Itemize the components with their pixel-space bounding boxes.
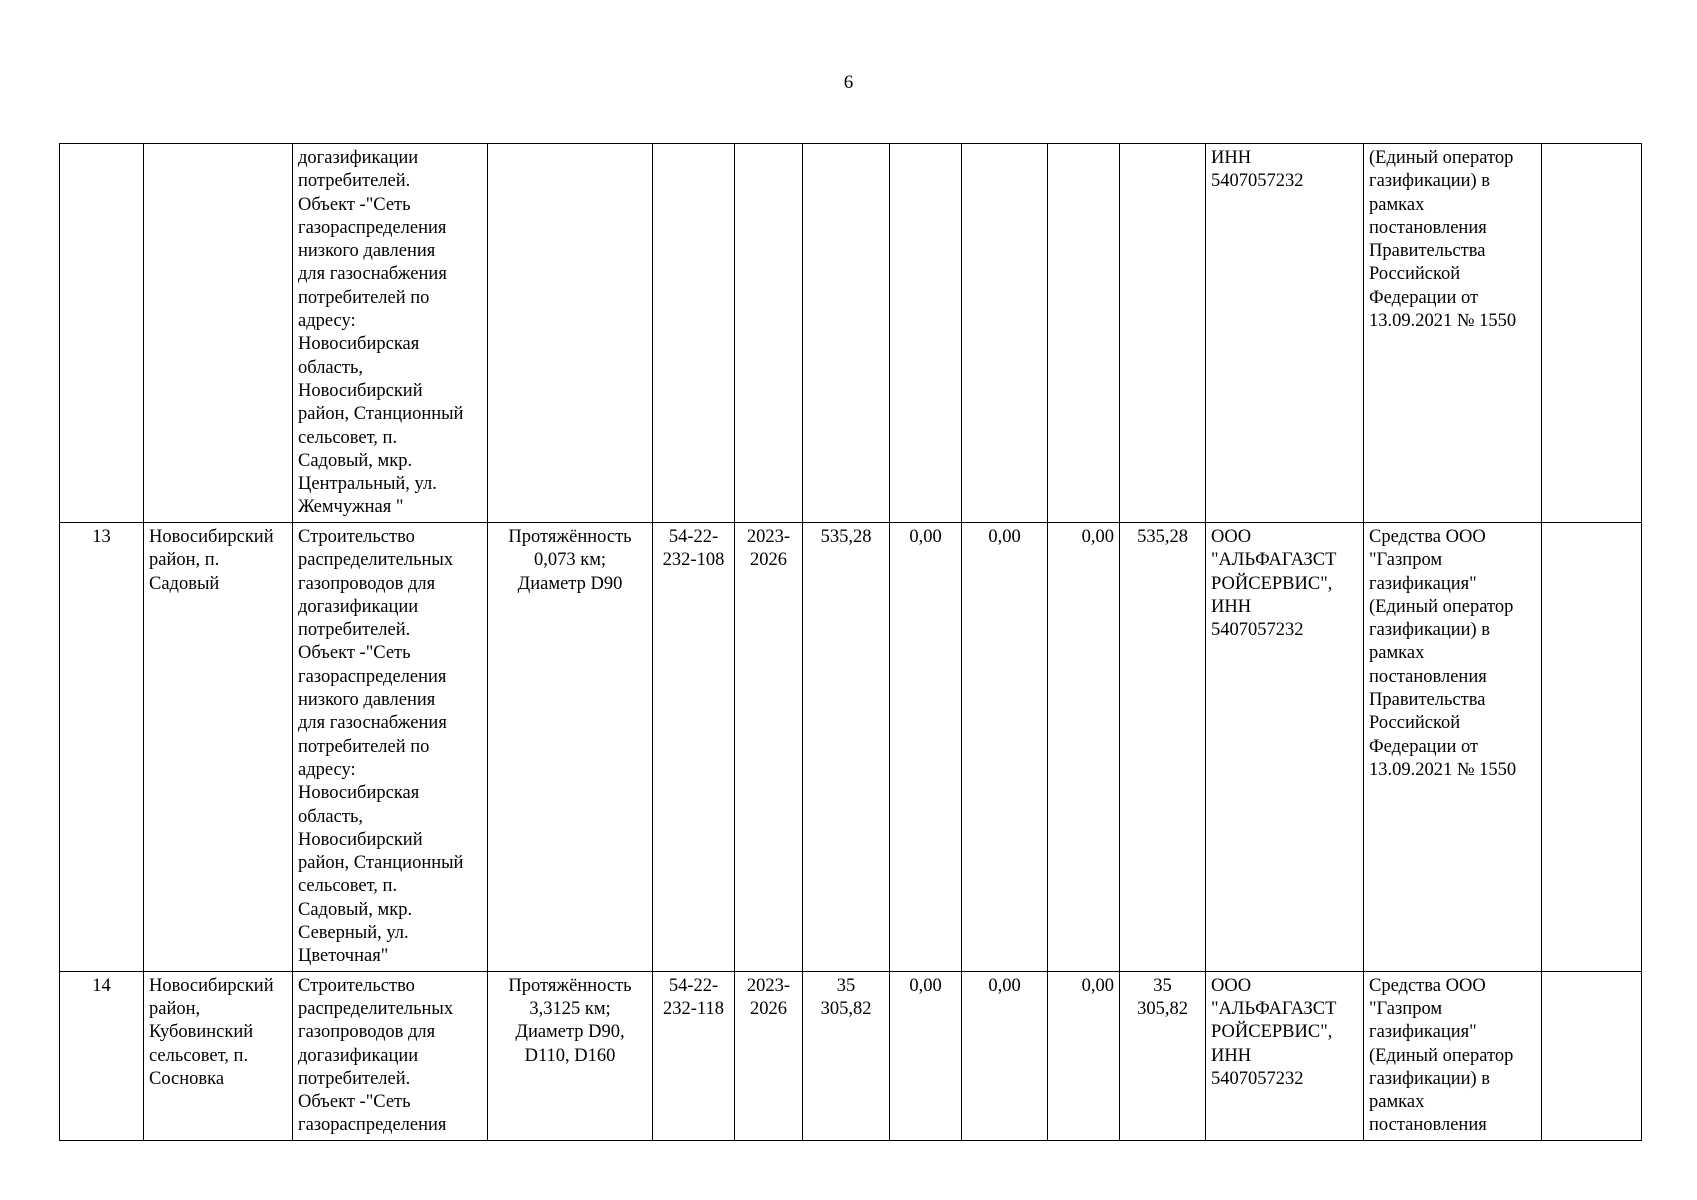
text-line: Объект -"Сеть xyxy=(298,194,411,215)
value-cell-3 xyxy=(1048,144,1120,523)
text-line: 54-22- xyxy=(668,527,719,547)
text-line: распределительных xyxy=(298,550,454,571)
text-line: ИНН xyxy=(1211,596,1252,617)
table-row xyxy=(60,523,1642,972)
value-cell-3: 0,00 xyxy=(1048,523,1120,972)
text-line: распределительных xyxy=(298,998,454,1019)
value-cell-1: 0,00 xyxy=(890,523,962,972)
code-cell xyxy=(653,144,735,523)
specs-cell xyxy=(488,971,653,1140)
text-line: РОЙСЕРВИС", xyxy=(1211,1022,1333,1043)
text-line: Новосибирский xyxy=(298,829,423,850)
total-cost-cell xyxy=(803,144,890,523)
executor-cell xyxy=(1206,523,1364,972)
extra-cell xyxy=(1542,971,1642,1140)
text-line: Центральный, ул. xyxy=(298,474,437,495)
text-line: 5407057232 xyxy=(1211,620,1304,641)
text-line: потребителей. xyxy=(298,1068,411,1089)
text-line: (Единый оператор xyxy=(1369,1045,1514,1066)
text-line: Новосибирский xyxy=(149,975,274,996)
row-number-cell xyxy=(60,144,144,523)
extra-cell xyxy=(1542,144,1642,523)
text-line: адресу: xyxy=(298,759,356,780)
funding-source-cell xyxy=(1364,144,1542,523)
text-line: район, п. xyxy=(149,550,220,571)
text-line: для газоснабжения xyxy=(298,713,447,734)
text-line: ООО xyxy=(1211,527,1252,547)
text-line: "АЛЬФАГАЗСТ xyxy=(1211,550,1337,571)
text-line: ИНН xyxy=(1211,148,1252,168)
text-line: 13.09.2021 № 1550 xyxy=(1369,311,1517,332)
text-line: потребителей по xyxy=(298,287,430,308)
text-line: Средства ООО xyxy=(1369,975,1486,996)
text-line: адресу: xyxy=(298,311,356,332)
text-line: (Единый оператор xyxy=(1369,148,1514,168)
value-cell-4 xyxy=(1120,971,1206,1140)
location-cell xyxy=(144,971,293,1140)
specs-cell xyxy=(488,523,653,972)
text-line: Садовый, мкр. xyxy=(298,899,413,920)
value-cell-2: 0,00 xyxy=(962,523,1048,972)
text-line: Российской xyxy=(1369,713,1461,734)
text-line: догазификации xyxy=(298,1045,419,1066)
text-line: Строительство xyxy=(298,527,415,547)
text-line: газификации) в xyxy=(1369,1068,1491,1089)
text-line: 5407057232 xyxy=(1211,171,1304,192)
text-line: Цветочная" xyxy=(298,946,389,967)
table-row xyxy=(60,144,1642,523)
value-cell-1 xyxy=(890,144,962,523)
text-line: Федерации от xyxy=(1369,736,1479,757)
text-line: Сосновка xyxy=(149,1068,225,1089)
description-cell xyxy=(293,523,488,972)
text-line: 2023- xyxy=(746,527,791,547)
text-line: Диаметр D90, xyxy=(515,1022,625,1043)
text-line: потребителей по xyxy=(298,736,430,757)
value-cell-4 xyxy=(1120,523,1206,972)
text-line: 5407057232 xyxy=(1211,1068,1304,1089)
text-line: постановления xyxy=(1369,1115,1487,1136)
text-line: Новосибирская xyxy=(298,783,420,804)
text-line: Кубовинский xyxy=(149,1022,254,1043)
text-line: Правительства xyxy=(1369,241,1486,262)
value-cell-1: 0,00 xyxy=(890,971,962,1140)
period-cell xyxy=(735,971,803,1140)
text-line: ИНН xyxy=(1211,1045,1252,1066)
text-line: газораспределения xyxy=(298,1115,447,1136)
text-line: Средства ООО xyxy=(1369,527,1486,547)
text-line: Северный, ул. xyxy=(298,923,409,944)
text-line: 305,82 xyxy=(1137,998,1188,1019)
text-line: Новосибирский xyxy=(149,527,274,547)
text-line: сельсовет, п. xyxy=(298,427,398,448)
text-line: РОЙСЕРВИС", xyxy=(1211,573,1333,594)
text-line: для газоснабжения xyxy=(298,264,447,285)
text-line: Объект -"Сеть xyxy=(298,643,411,664)
text-line: рамках xyxy=(1369,1092,1425,1113)
text-line: 35 xyxy=(836,975,856,996)
value-cell-4 xyxy=(1120,144,1206,523)
text-line: рамках xyxy=(1369,643,1425,664)
text-line: Жемчужная " xyxy=(298,497,404,518)
text-line: Федерации от xyxy=(1369,287,1479,308)
table-row xyxy=(60,971,1642,1140)
value-cell-2: 0,00 xyxy=(962,971,1048,1140)
text-line: постановления xyxy=(1369,217,1487,238)
text-line: Протяжённость xyxy=(508,527,632,547)
investment-program-table xyxy=(59,143,1642,1141)
description-cell xyxy=(293,144,488,523)
executor-cell xyxy=(1206,971,1364,1140)
extra-cell xyxy=(1542,523,1642,972)
text-line: (Единый оператор xyxy=(1369,596,1514,617)
text-line: низкого давления xyxy=(298,690,436,711)
text-line: газификация" xyxy=(1369,1022,1477,1043)
text-line: 535,28 xyxy=(820,527,872,547)
text-line: 2026 xyxy=(750,550,787,571)
text-line: потребителей. xyxy=(298,620,411,641)
text-line: Правительства xyxy=(1369,690,1486,711)
text-line: район, xyxy=(149,998,201,1019)
code-cell xyxy=(653,523,735,972)
code-cell xyxy=(653,971,735,1140)
specs-cell xyxy=(488,144,653,523)
text-line: рамках xyxy=(1369,194,1425,215)
text-line: сельсовет, п. xyxy=(149,1045,249,1066)
text-line: 2026 xyxy=(750,998,787,1019)
text-line: Садовый, мкр. xyxy=(298,450,413,471)
text-line: догазификации xyxy=(298,596,419,617)
text-line: Новосибирская xyxy=(298,334,420,355)
text-line: газопроводов для xyxy=(298,1022,436,1043)
text-line: сельсовет, п. xyxy=(298,876,398,897)
text-line: газификации) в xyxy=(1369,171,1491,192)
funding-source-cell xyxy=(1364,523,1542,972)
text-line: низкого давления xyxy=(298,241,436,262)
text-line: Новосибирский xyxy=(298,380,423,401)
description-cell xyxy=(293,971,488,1140)
text-line: газораспределения xyxy=(298,666,447,687)
text-line: область, xyxy=(298,806,364,827)
text-line: 0,073 км; xyxy=(533,550,607,571)
text-line: район, Станционный xyxy=(298,853,464,874)
text-line: Строительство xyxy=(298,975,415,996)
text-line: область, xyxy=(298,357,364,378)
text-line: Садовый xyxy=(149,573,220,594)
text-line: 3,3125 км; xyxy=(529,998,611,1019)
text-line: D110, D160 xyxy=(524,1045,616,1066)
text-line: "Газпром xyxy=(1369,550,1443,571)
funding-source-cell xyxy=(1364,971,1542,1140)
text-line: газификация" xyxy=(1369,573,1477,594)
text-line: 54-22- xyxy=(668,975,719,996)
row-number-cell: 14 xyxy=(60,971,144,1140)
row-number-cell: 13 xyxy=(60,523,144,972)
text-line: 232-108 xyxy=(662,550,725,571)
text-line: "АЛЬФАГАЗСТ xyxy=(1211,998,1337,1019)
period-cell xyxy=(735,144,803,523)
text-line: "Газпром xyxy=(1369,998,1443,1019)
value-cell-2 xyxy=(962,144,1048,523)
text-line: газопроводов для xyxy=(298,573,436,594)
location-cell xyxy=(144,523,293,972)
executor-cell xyxy=(1206,144,1364,523)
text-line: 232-118 xyxy=(663,998,724,1019)
page-number: 6 xyxy=(843,72,854,93)
period-cell xyxy=(735,523,803,972)
text-line: Российской xyxy=(1369,264,1461,285)
text-line: Протяжённость xyxy=(508,975,632,996)
text-line: газораспределения xyxy=(298,217,447,238)
text-line: Диаметр D90 xyxy=(517,573,623,594)
location-cell xyxy=(144,144,293,523)
text-line: газификации) в xyxy=(1369,620,1491,641)
text-line: 2023- xyxy=(746,975,791,996)
text-line: потребителей. xyxy=(298,171,411,192)
total-cost-cell xyxy=(803,523,890,972)
text-line: 35 xyxy=(1153,975,1172,996)
text-line: постановления xyxy=(1369,666,1487,687)
text-line: 13.09.2021 № 1550 xyxy=(1369,759,1517,780)
text-line: ООО xyxy=(1211,975,1252,996)
text-line: 305,82 xyxy=(820,998,872,1019)
total-cost-cell xyxy=(803,971,890,1140)
value-cell-3: 0,00 xyxy=(1048,971,1120,1140)
text-line: 535,28 xyxy=(1137,527,1188,547)
text-line: догазификации xyxy=(298,148,419,168)
text-line: район, Станционный xyxy=(298,404,464,425)
text-line: Объект -"Сеть xyxy=(298,1092,411,1113)
